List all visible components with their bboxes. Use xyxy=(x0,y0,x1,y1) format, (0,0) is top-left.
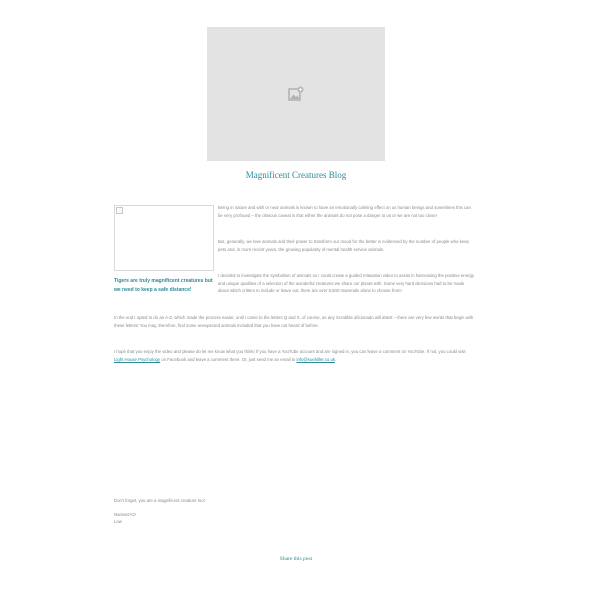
signature-extra: Low xyxy=(114,519,122,524)
blog-title[interactable]: Magnificent Creatures Blog xyxy=(245,170,347,180)
share-post-link[interactable]: Share this post xyxy=(279,556,313,562)
feedback-text-end: . xyxy=(335,356,337,362)
paragraph-symbolism: I decided to investigate the symbolism of animals so I could create a guided relaxation video to assist in harnessing the positive energy and unique qualities of a selection of the wonderful creatures we share our planet with. Some very hard decisions had to be made about which critters to include or leave out, there are over 6,500 mammals alone to choose from! xyxy=(218,273,475,294)
signature-name: Namast'AO xyxy=(114,512,136,517)
add-image-icon xyxy=(288,86,304,102)
facebook-page-link[interactable]: Light House Psychology xyxy=(114,356,161,362)
paragraph-pets: But, generally, we love animals and their power to transform our mood for the better is evidenced by the number of people who keep pets and, in more recent years, the growing popularity of mental health service animals. xyxy=(218,239,469,252)
feedback-text-start: I hope that you enjoy the video and please do let me know what you think! If you have a YouTube account and are signed in, you can leave a comment on YouTube. If not, you could visit xyxy=(114,349,466,354)
image-caption: Tigers are truly magnificent creatures but we need to keep a safe distance! xyxy=(114,278,213,293)
paragraph-intro: Being in nature and with or near animals is known to have an emotionally calming effect on us human beings and sometimes this can be very profound – the obvious caveat is that either the animals do not pose a danger to us or we are not too close! xyxy=(218,205,471,218)
paragraph-feedback xyxy=(114,348,476,363)
feedback-text-middle: on Facebook and leave a comment there. Or, just send me an email to xyxy=(160,356,297,362)
paragraph-a-z: In the end I opted to do an A-Z, which made the process easier, until I came to the letters Q and X, of course, as any Scrabble aficionado will attest – there are very few words that begin with these letters! You may, therefore, find some unexpected animals included that you have not heard of before. xyxy=(114,315,474,328)
email-link[interactable]: info@suehiller.co.uk xyxy=(296,356,336,362)
closing-line: Don't forget, you are a magnificent creature too! xyxy=(114,498,205,503)
broken-image-icon xyxy=(116,207,123,214)
blog-hero-image xyxy=(207,27,385,161)
sidebar-image xyxy=(114,205,214,271)
